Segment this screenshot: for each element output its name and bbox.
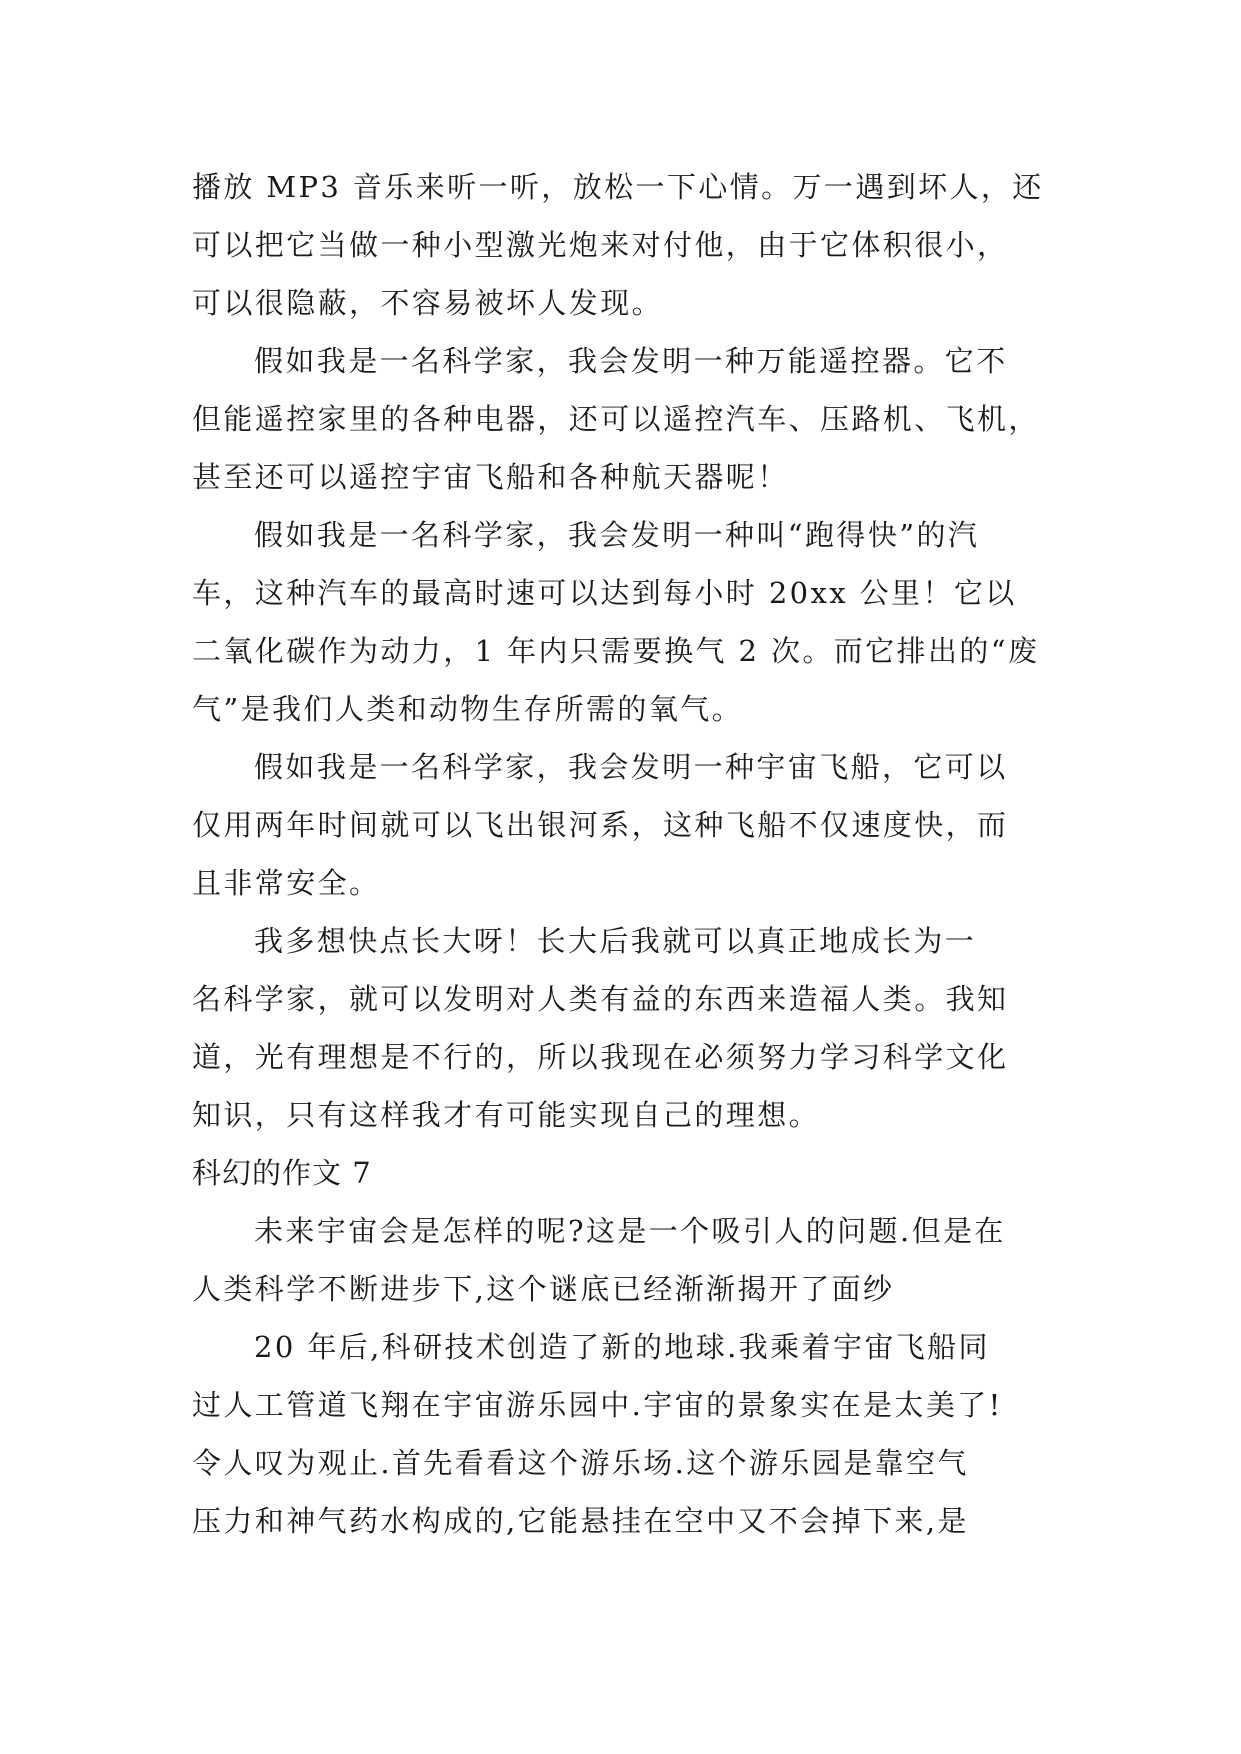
text-line: 仅用两年时间就可以飞出银河系，这种飞船不仅速度快，而 xyxy=(192,808,1009,842)
paragraph-first-line: 假如我是一名科学家，我会发明一种叫“跑得快”的汽 xyxy=(254,518,980,552)
text-line: 且非常安全。 xyxy=(192,866,381,900)
paragraph-first-line: 未来宇宙会是怎样的呢?这是一个吸引人的问题.但是在 xyxy=(254,1214,1006,1248)
text-line: 道，光有理想是不行的，所以我现在必须努力学习科学文化 xyxy=(192,1040,1009,1074)
text-line: 知识，只有这样我才有可能实现自己的理想。 xyxy=(192,1098,821,1132)
paragraph-first-line: 20 年后,科研技术创造了新的地球.我乘着宇宙飞船同 xyxy=(254,1330,990,1364)
text-line: 二氧化碳作为动力，1 年内只需要换气 2 次。而它排出的“废 xyxy=(192,634,1040,668)
text-line: 令人叹为观止.首先看看这个游乐场.这个游乐园是靠空气 xyxy=(192,1446,969,1480)
document-body xyxy=(192,158,1054,1550)
paragraph-first-line: 假如我是一名科学家，我会发明一种宇宙飞船，它可以 xyxy=(254,750,1008,784)
text-line: 车，这种汽车的最高时速可以达到每小时 20xx 公里！它以 xyxy=(192,576,1017,610)
text-line: 名科学家，就可以发明对人类有益的东西来造福人类。我知 xyxy=(192,982,1009,1016)
paragraph-first-line: 假如我是一名科学家，我会发明一种万能遥控器。它不 xyxy=(254,344,1008,378)
text-line: 过人工管道飞翔在宇宙游乐园中.宇宙的景象实在是太美了! xyxy=(192,1388,1003,1422)
text-line: 甚至还可以遥控宇宙飞船和各种航天器呢！ xyxy=(192,460,789,494)
section-heading: 科幻的作文 7 xyxy=(192,1156,372,1190)
text-line: 压力和神气药水构成的,它能悬挂在空中又不会掉下来,是 xyxy=(192,1504,969,1538)
text-line: 但能遥控家里的各种电器，还可以遥控汽车、压路机、飞机， xyxy=(192,402,1040,436)
text-line: 人类科学不断进步下,这个谜底已经渐渐揭开了面纱 xyxy=(192,1272,895,1306)
text-line: 播放 MP3 音乐来听一听，放松一下心情。万一遇到坏人，还 xyxy=(192,170,1044,204)
text-line: 可以把它当做一种小型激光炮来对付他，由于它体积很小， xyxy=(192,228,1009,262)
text-line: 气”是我们人类和动物生存所需的氧气。 xyxy=(192,692,744,726)
paragraph-first-line: 我多想快点长大呀！长大后我就可以真正地成长为一 xyxy=(254,924,977,958)
text-line: 可以很隐蔽，不容易被坏人发现。 xyxy=(192,286,664,320)
